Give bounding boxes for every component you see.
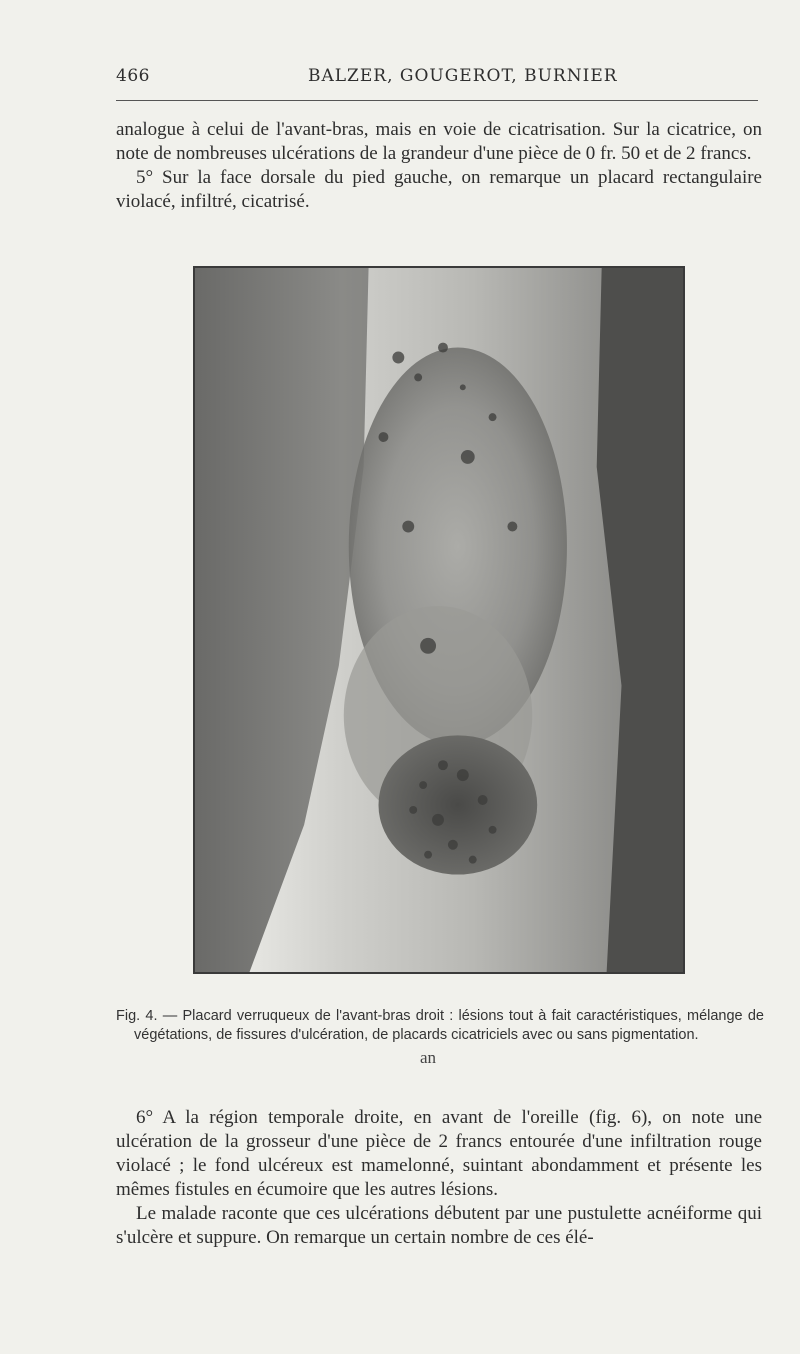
page-header bbox=[116, 62, 758, 92]
paragraph-item-5: 5° Sur la face dorsale du pied gauche, on remarque un placard rectangulaire violacé, infiltré, cicatrisé. bbox=[116, 167, 762, 212]
figure-caption bbox=[116, 1007, 764, 1045]
paragraph-continuation: analogue à celui de l'avant-bras, mais en voie de cicatrisation. Sur la cicatrice, on note de nombreuses ulcérations de la grandeur d'une pièce de 0 fr. 50 et de 2 francs. bbox=[116, 119, 762, 164]
forearm-lesion-photo bbox=[195, 268, 683, 972]
caption-text: Fig. 4. — Placard verruqueux de l'avant-bras droit : lésions tout à fait caractéristiques, mélange de végétations, de fissures d'ulcération, de placards cicatriciels avec ou sans pigmentation. bbox=[116, 1008, 764, 1043]
running-title: BALZER, GOUGEROT, BURNIER bbox=[308, 66, 618, 86]
paragraph-item-6: 6° A la région temporale droite, en avant de l'oreille (fig. 6), on note une ulcération de la grosseur d'une pièce de 2 francs entourée d'une infiltration rouge violacé ; le fond ulcéreux est mamelonné, suintant abondamment et présente les mêmes fistules en écumoire que les autres lésions. bbox=[116, 1107, 762, 1200]
page-number: 466 bbox=[116, 66, 150, 86]
stray-print-mark: an bbox=[420, 1048, 437, 1067]
header-rule bbox=[116, 100, 758, 101]
figure-photograph bbox=[193, 266, 685, 974]
paragraph-malade: Le malade raconte que ces ulcérations débutent par une pustulette acnéiforme qui s'ulcère et suppure. On remarque un certain nombre de ces élé- bbox=[116, 1203, 762, 1248]
top-text-block bbox=[116, 118, 762, 214]
bottom-text-block bbox=[116, 1106, 762, 1250]
